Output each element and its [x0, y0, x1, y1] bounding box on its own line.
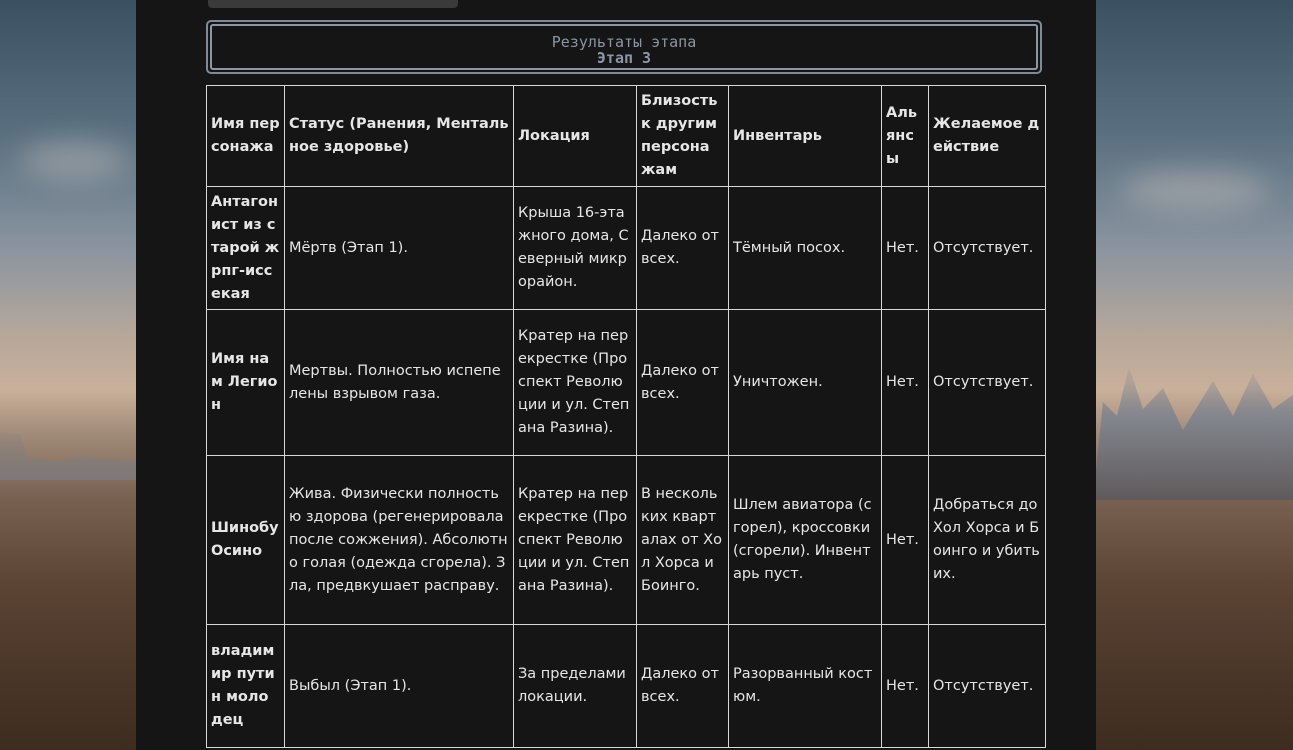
table-header-row — [207, 86, 1046, 187]
cell-proximity: Далеко от всех. — [637, 310, 729, 456]
cell-inventory: Уничтожен. — [729, 310, 882, 456]
background-rocks — [1093, 360, 1293, 500]
content-panel — [136, 0, 1096, 750]
header-status: Статус (Ранения, Ментальное здоровье) — [285, 86, 514, 187]
cell-proximity: Далеко от всех. — [637, 625, 729, 748]
background-cloud — [20, 140, 130, 180]
cell-action: Отсутствует. — [929, 310, 1046, 456]
cell-inventory: Шлем авиатора (сгорел), кроссовки (сгорели). Инвентарь пуст. — [729, 456, 882, 625]
table-row — [207, 625, 1046, 748]
cell-name: Антагонист из старой жрпг-иссекая — [207, 187, 285, 310]
header-proximity: Близость к другим персонажам — [637, 86, 729, 187]
header-name: Имя персонажа — [207, 86, 285, 187]
cell-location: Крыша 16-этажного дома, Северный микрорайон. — [514, 187, 637, 310]
cell-proximity: Далеко от всех. — [637, 187, 729, 310]
header-location: Локация — [514, 86, 637, 187]
cell-action: Отсутствует. — [929, 625, 1046, 748]
stage-number: Этап 3 — [596, 49, 652, 67]
cell-status: Выбыл (Этап 1). — [285, 625, 514, 748]
results-table — [206, 85, 1046, 748]
cell-alliances: Нет. — [882, 187, 929, 310]
cell-inventory: Разорванный костюм. — [729, 625, 882, 748]
cell-status: Мёртв (Этап 1). — [285, 187, 514, 310]
header-inventory: Инвентарь — [729, 86, 882, 187]
cell-name: Имя нам Легион — [207, 310, 285, 456]
cell-inventory: Тёмный посох. — [729, 187, 882, 310]
cell-status: Жива. Физически полностью здорова (регенерировала после сожжения). Абсолютно голая (одежда сгорела). Зла, предвкушает расправу. — [285, 456, 514, 625]
top-button-stub[interactable] — [208, 0, 458, 8]
background-cloud — [1120, 170, 1270, 210]
stage-results-inner — [210, 24, 1038, 70]
cell-location: За пределами локации. — [514, 625, 637, 748]
background-rocks — [0, 420, 136, 480]
table-row — [207, 456, 1046, 625]
table-row — [207, 187, 1046, 310]
cell-alliances: Нет. — [882, 310, 929, 456]
cell-name: Шинобу Осино — [207, 456, 285, 625]
cell-alliances: Нет. — [882, 456, 929, 625]
table-row — [207, 310, 1046, 456]
stage-results-box — [206, 20, 1042, 74]
cell-alliances: Нет. — [882, 625, 929, 748]
cell-action: Отсутствует. — [929, 187, 1046, 310]
header-action: Желаемое действие — [929, 86, 1046, 187]
cell-action: Добраться до Хол Хорса и Боинго и убить их. — [929, 456, 1046, 625]
cell-location: Кратер на перекрестке (Проспект Революции и ул. Степана Разина). — [514, 456, 637, 625]
stage-results-title: Результаты этапа — [551, 33, 697, 51]
cell-proximity: В нескольких кварталах от Хол Хорса и Боинго. — [637, 456, 729, 625]
cell-name: владимир путин молодец — [207, 625, 285, 748]
cell-status: Мертвы. Полностью испепелены взрывом газа. — [285, 310, 514, 456]
cell-location: Кратер на перекрестке (Проспект Революции и ул. Степана Разина). — [514, 310, 637, 456]
header-alliances: Альянсы — [882, 86, 929, 187]
